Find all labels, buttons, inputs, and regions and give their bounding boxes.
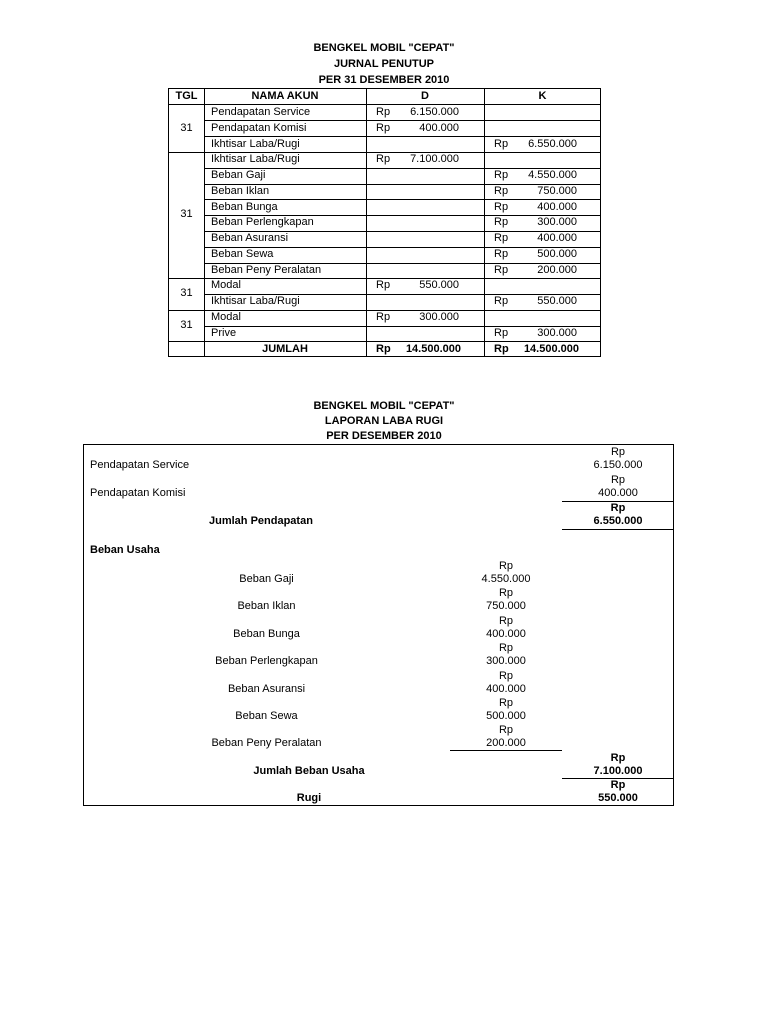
total-label: JUMLAH [262, 343, 308, 355]
total-income-amount: 6.550.000 [593, 515, 643, 527]
jurnal-company-title: BENGKEL MOBIL "CEPAT" [313, 42, 455, 54]
expense-heading: Beban Usaha [90, 544, 160, 556]
credit-amount: 400.000 [537, 232, 577, 244]
tgl-cell: 31 [180, 287, 193, 299]
expense-amount: 500.000 [486, 710, 526, 722]
account-name: Ikhtisar Laba/Rugi [211, 295, 300, 307]
expense-currency: Rp [498, 724, 514, 736]
tgl-cell: 31 [180, 208, 193, 220]
expense-amount: 200.000 [486, 737, 526, 749]
tgl-cell: 31 [180, 122, 193, 134]
account-name: Beban Bunga [211, 201, 278, 213]
expense-amount: 750.000 [486, 600, 526, 612]
credit-currency: Rp [494, 295, 509, 307]
loss-amount: 550.000 [598, 792, 638, 804]
debit-amount: 7.100.000 [410, 153, 459, 165]
income-amount: 400.000 [598, 487, 638, 499]
expense-currency: Rp [498, 560, 514, 572]
income-currency: Rp [610, 446, 626, 458]
expense-currency: Rp [498, 615, 514, 627]
expense-label: Beban Asuransi [227, 683, 306, 695]
credit-amount: 750.000 [537, 185, 577, 197]
total-income-label: Jumlah Pendapatan [209, 515, 313, 527]
credit-amount: 300.000 [537, 216, 577, 228]
debit-currency: Rp [376, 311, 391, 323]
expense-label: Beban Bunga [233, 628, 300, 640]
expense-amount: 4.550.000 [481, 573, 531, 585]
total-expense-label: Jumlah Beban Usaha [253, 765, 365, 777]
account-name: Ikhtisar Laba/Rugi [211, 153, 300, 165]
income-label: Pendapatan Komisi [90, 487, 186, 499]
expense-label: Beban Iklan [237, 600, 296, 612]
credit-amount: 300.000 [537, 327, 577, 339]
total-expense-amount: 7.100.000 [593, 765, 643, 777]
total-income-currency: Rp [610, 502, 626, 514]
account-name: Beban Gaji [211, 169, 266, 181]
total-credit-currency: Rp [494, 343, 509, 355]
labarugi-period: PER DESEMBER 2010 [326, 430, 442, 442]
expense-label: Beban Gaji [239, 573, 294, 585]
credit-amount: 4.550.000 [528, 169, 577, 181]
col-header-nama-akun: NAMA AKUN [251, 90, 319, 102]
credit-currency: Rp [494, 185, 509, 197]
debit-currency: Rp [376, 153, 391, 165]
debit-currency: Rp [376, 106, 391, 118]
debit-currency: Rp [376, 279, 391, 291]
total-debit-amount: 14.500.000 [405, 343, 461, 355]
expense-amount: 300.000 [486, 655, 526, 667]
total-debit-currency: Rp [376, 343, 391, 355]
credit-currency: Rp [494, 264, 509, 276]
labarugi-title: LAPORAN LABA RUGI [324, 415, 444, 427]
total-credit-amount: 14.500.000 [523, 343, 579, 355]
expense-currency: Rp [498, 670, 514, 682]
expense-amount: 400.000 [486, 683, 526, 695]
account-name: Prive [211, 327, 237, 339]
account-name: Beban Peny Peralatan [211, 264, 322, 276]
col-header-tgl: TGL [175, 90, 198, 102]
debit-amount: 300.000 [419, 311, 459, 323]
expense-currency: Rp [498, 587, 514, 599]
col-header-kredit: K [538, 90, 547, 102]
debit-amount: 6.150.000 [410, 106, 459, 118]
expense-label: Beban Perlengkapan [215, 655, 318, 667]
account-name: Ikhtisar Laba/Rugi [211, 138, 300, 150]
expense-label: Beban Peny Peralatan [211, 737, 322, 749]
labarugi-company-title: BENGKEL MOBIL "CEPAT" [313, 400, 455, 412]
loss-label: Rugi [296, 792, 322, 804]
credit-currency: Rp [494, 138, 509, 150]
income-label: Pendapatan Service [90, 459, 190, 471]
credit-currency: Rp [494, 327, 509, 339]
jurnal-penutup-table [168, 88, 601, 357]
account-name: Modal [211, 279, 241, 291]
credit-currency: Rp [494, 248, 509, 260]
jurnal-title: JURNAL PENUTUP [333, 58, 435, 70]
account-name: Beban Iklan [211, 185, 270, 197]
loss-currency: Rp [610, 779, 626, 791]
expense-label: Beban Sewa [235, 710, 298, 722]
debit-amount: 550.000 [419, 279, 459, 291]
credit-amount: 550.000 [537, 295, 577, 307]
account-name: Pendapatan Service [211, 106, 311, 118]
account-name: Modal [211, 311, 241, 323]
credit-currency: Rp [494, 216, 509, 228]
credit-amount: 500.000 [537, 248, 577, 260]
income-currency: Rp [610, 474, 626, 486]
income-amount: 6.150.000 [593, 459, 643, 471]
expense-currency: Rp [498, 697, 514, 709]
debit-amount: 400.000 [419, 122, 459, 134]
account-name: Beban Asuransi [211, 232, 289, 244]
total-expense-currency: Rp [610, 752, 626, 764]
debit-currency: Rp [376, 122, 391, 134]
credit-currency: Rp [494, 201, 509, 213]
account-name: Pendapatan Komisi [211, 122, 307, 134]
tgl-cell: 31 [180, 319, 193, 331]
col-header-debit: D [421, 90, 429, 102]
credit-amount: 200.000 [537, 264, 577, 276]
expense-currency: Rp [498, 642, 514, 654]
credit-amount: 400.000 [537, 201, 577, 213]
credit-currency: Rp [494, 169, 509, 181]
credit-currency: Rp [494, 232, 509, 244]
jurnal-period: PER 31 DESEMBER 2010 [318, 74, 450, 86]
laporan-laba-rugi-table [83, 444, 674, 806]
account-name: Beban Sewa [211, 248, 274, 260]
account-name: Beban Perlengkapan [211, 216, 314, 228]
expense-amount: 400.000 [486, 628, 526, 640]
credit-amount: 6.550.000 [528, 138, 577, 150]
